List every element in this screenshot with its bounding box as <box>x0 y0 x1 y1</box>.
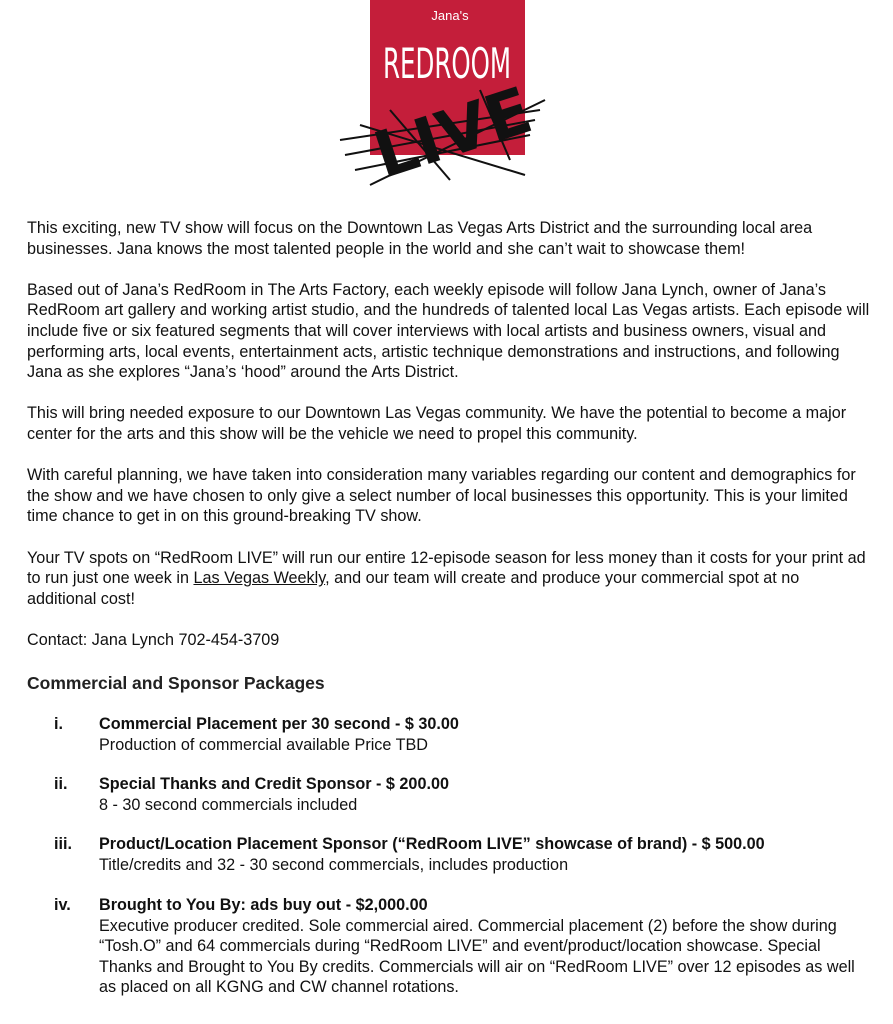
section-title: Commercial and Sponsor Packages <box>27 673 325 693</box>
package-item <box>27 895 872 998</box>
las-vegas-weekly-link: Las Vegas Weekly <box>193 569 326 588</box>
exposure-paragraph: This will bring needed exposure to our Downtown Las Vegas community. We have the potential to become a major center for the arts and this show will be the vehicle we need to propel this community. <box>27 404 847 443</box>
logo-live-text: LIVE <box>365 74 539 194</box>
package-number: i. <box>54 715 63 733</box>
redroom-live-logo <box>330 0 560 194</box>
show-description-paragraph: Based out of Jana’s RedRoom in The Arts Factory, each weekly episode will follow Jana Lynch, owner of Jana’s RedRoom art gallery and working artist studio, and the hundreds of talented local Las Vegas artists. Each episode will include five or six featured segments that will cover interviews with local artists and business owners, visual and performing arts, local events, entertainment acts, artistic technique demonstrations and instructions, and following Jana as she explores “Jana’s ‘hood” around the Arts District. <box>27 280 870 382</box>
package-description: Production of commercial available Price TBD <box>99 735 428 754</box>
package-number: iv. <box>54 896 71 914</box>
package-description: Title/credits and 32 - 30 second commercials, includes production <box>99 855 569 874</box>
package-title: Product/Location Placement Sponsor (“RedRoom LIVE” showcase of brand) - $ 500.00 <box>99 835 765 853</box>
contact-line: Contact: Jana Lynch 702-454-3709 <box>27 630 280 649</box>
package-item <box>27 834 872 875</box>
package-item <box>27 714 872 755</box>
tv-spots-paragraph: Your TV spots on “RedRoom LIVE” will run our entire 12-episode season for less money than it costs for your print ad to run just one week in Las Vegas Weekly, and our team will create and produce your commercial spot at no additional cost! <box>27 548 866 608</box>
package-description: Executive producer credited. Sole commercial aired. Commercial placement (2) before the show during “Tosh.O” and 64 commercials during “RedRoom LIVE” and event/product/location showcase. Special Thanks and Brought to You By credits. Commercials will air on “RedRoom LIVE” over 12 episodes as well as placed on all KGNG and CW channel rotations. <box>99 916 855 997</box>
package-number: iii. <box>54 835 72 853</box>
package-title: Commercial Placement per 30 second - $ 30.00 <box>99 715 459 733</box>
package-description: 8 - 30 second commercials included <box>99 795 358 814</box>
intro-paragraph: This exciting, new TV show will focus on the Downtown Las Vegas Arts District and the surrounding local area businesses. Jana knows the most talented people in the world and she can’t wait to showcase them! <box>27 219 813 258</box>
package-item <box>27 774 872 815</box>
planning-paragraph: With careful planning, we have taken into consideration many variables regarding our content and demographics for the show and we have chosen to only give a select number of local businesses this opportunity. This is your limited time chance to get in on this ground-breaking TV show. <box>27 466 856 526</box>
logo-main-text: REDROOM <box>383 39 511 88</box>
body-text <box>27 218 872 671</box>
package-title: Special Thanks and Credit Sponsor - $ 200.00 <box>99 775 449 793</box>
package-number: ii. <box>54 775 68 793</box>
package-title: Brought to You By: ads buy out - $2,000.00 <box>99 896 428 914</box>
logo-top-text: Jana's <box>431 8 469 23</box>
